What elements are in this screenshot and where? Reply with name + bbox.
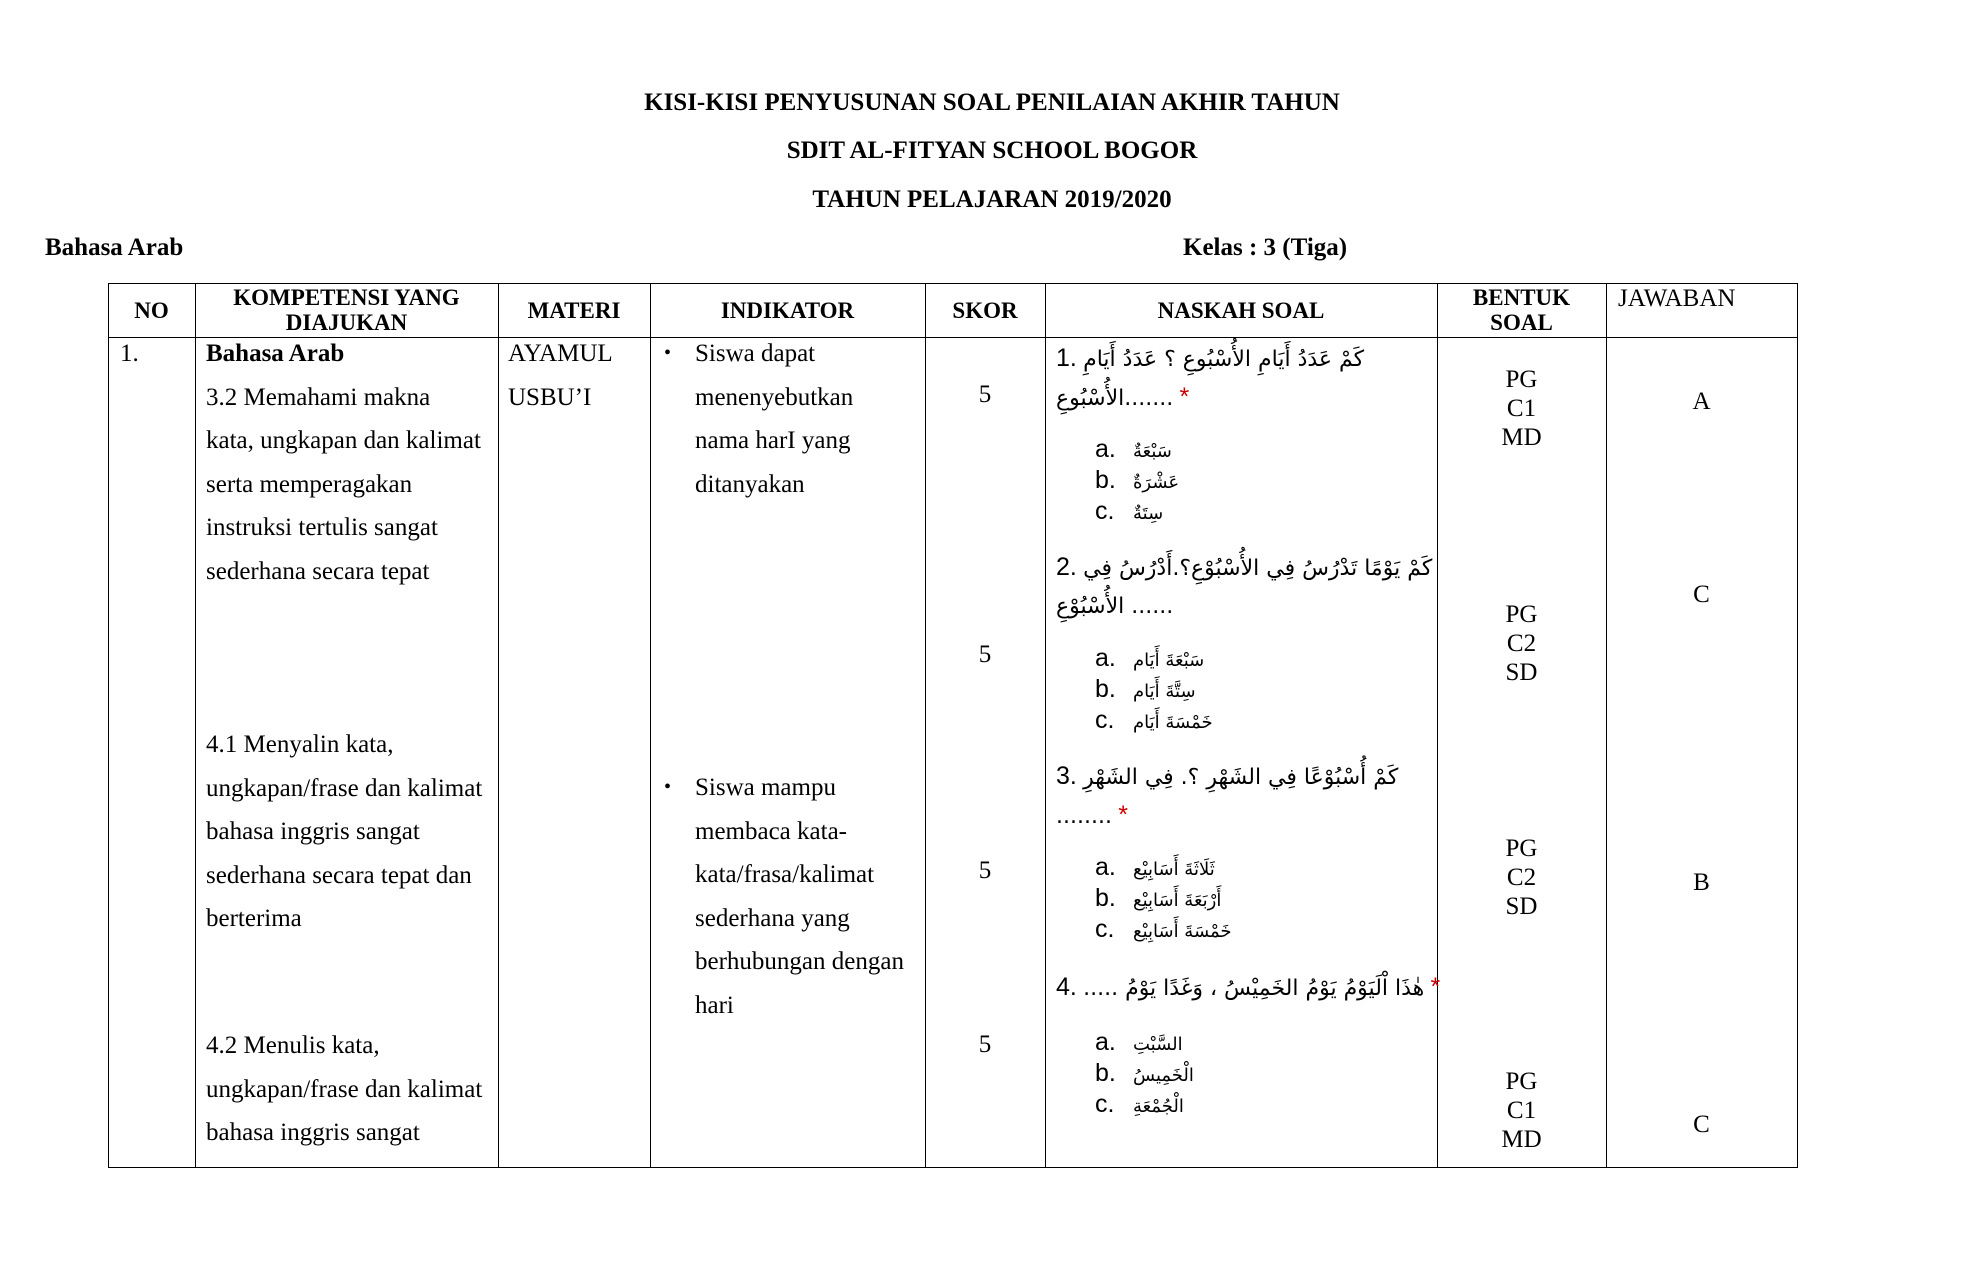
table-col-line xyxy=(1797,283,1798,1168)
question-2-option-b: b. سِتَّةَ أَيَام xyxy=(1095,675,1196,703)
subject-heading: Bahasa Arab xyxy=(206,340,345,367)
question-1-line1: 1. كَمْ عَدَدُ أَيَامِ الأُسْبُوعِ ؟ عَدَدُ أَيَامِ xyxy=(1056,344,1365,372)
question-2-line1: 2. كَمْ يَوْمًا تَدْرُسُ فِي الأُسْبُوْعِ؟.أَدْرُسُ فِي xyxy=(1056,553,1433,581)
question-1-option-a: a. سَبْعَةٌ xyxy=(1095,435,1172,463)
header-kompetensi: KOMPETENSI YANG DIAJUKAN xyxy=(233,285,460,335)
jawaban-q4: C xyxy=(1693,1111,1710,1138)
bentuk-q3: PG C2 SD xyxy=(1505,835,1538,920)
header-no: NO xyxy=(134,297,169,323)
jawaban-q1: A xyxy=(1692,388,1711,415)
question-4-option-a: a. السَّبْتِ xyxy=(1095,1028,1183,1056)
question-4-option-c: c. الْجُمْعَةِ xyxy=(1095,1090,1184,1118)
table-col-line xyxy=(195,283,196,1168)
skor-q4: 5 xyxy=(978,1031,992,1058)
question-3-option-b: b. أَرْبَعَةَ أَسَابِيْع xyxy=(1095,884,1222,912)
question-1-option-c: c. سِتَةٌ xyxy=(1095,497,1164,525)
question-3-line1: 3. كَمْ أُسْبُوْعًا فِي الشَهْرِ ؟. فِي الشَهْرِ xyxy=(1056,762,1399,790)
subject-label: Bahasa Arab xyxy=(45,234,184,261)
class-label: Kelas : 3 (Tiga) xyxy=(1183,234,1348,261)
bentuk-q4: PG C1 MD xyxy=(1501,1068,1542,1153)
bullet-icon: • xyxy=(664,342,672,364)
header-naskah-soal: NASKAH SOAL xyxy=(1157,297,1325,323)
header-skor: SKOR xyxy=(952,297,1018,323)
question-2-option-c: c. خَمْسَةَ أَيَام xyxy=(1095,706,1213,734)
question-2-option-a: a. سَبْعَةَ أَيَام xyxy=(1095,644,1205,672)
required-mark: * xyxy=(1118,801,1128,829)
required-mark: * xyxy=(1179,383,1190,411)
header-indikator: INDIKATOR xyxy=(720,297,855,323)
school-name: SDIT AL-FITYAN SCHOOL BOGOR xyxy=(786,137,1198,164)
skor-q3: 5 xyxy=(978,857,992,884)
skor-q1: 5 xyxy=(978,381,992,408)
materi-cell: AYAMUL USBU’I xyxy=(508,340,613,411)
table-col-line xyxy=(108,283,109,1168)
required-mark: * xyxy=(1430,973,1441,1001)
question-3-option-a: a. ثَلَاثَةَ أَسَابِيْع xyxy=(1095,853,1215,881)
row-number: 1. xyxy=(120,340,139,367)
table-col-line xyxy=(498,283,499,1168)
academic-year: TAHUN PELAJARAN 2019/2020 xyxy=(812,186,1172,213)
header-bentuk-soal: BENTUK SOAL xyxy=(1472,285,1571,335)
jawaban-q2: C xyxy=(1693,581,1710,608)
kompetensi-block-1: Bahasa Arab 3.2 Memahami makna kata, ungkapan dan kalimat serta memperagakan instruksi tertulis sangat sederhana secara tepat xyxy=(206,332,481,593)
question-2-line2: الأُسْبُوْعِ ...... xyxy=(1056,594,1174,619)
header-jawaban: JAWABAN xyxy=(1618,285,1736,312)
jawaban-q3: B xyxy=(1693,869,1710,896)
table-col-line xyxy=(650,283,651,1168)
question-1-line2: الأُسْبُوعِ....... * xyxy=(1056,383,1190,411)
header-materi: MATERI xyxy=(527,297,621,323)
bentuk-q1: PG C1 MD xyxy=(1501,366,1542,451)
table-col-line xyxy=(1045,283,1046,1168)
question-4-line1: 4. هٰذَا اْلَيَوْمُ يَوْمُ الخَمِيْسُ ، وَغَدًا يَوْمُ ..... * xyxy=(1056,973,1441,1001)
bentuk-q2: PG C2 SD xyxy=(1505,601,1538,686)
kompetensi-block-2: 4.1 Menyalin kata, ungkapan/frase dan kalimat bahasa inggris sangat sederhana secara tepat dan berterima xyxy=(206,731,483,932)
kompetensi-block-3: 4.2 Menulis kata, ungkapan/frase dan kalimat bahasa inggris sangat xyxy=(206,1032,483,1146)
question-3-option-c: c. خَمْسَةَ أَسَابِيْع xyxy=(1095,915,1232,943)
question-3-line2: ........ * xyxy=(1056,801,1128,829)
skor-q2: 5 xyxy=(978,641,992,668)
bullet-icon: • xyxy=(664,776,672,798)
document-title: KISI-KISI PENYUSUNAN SOAL PENILAIAN AKHIR TAHUN xyxy=(644,89,1340,116)
question-4-option-b: b. الْخَمِيسُ xyxy=(1095,1059,1194,1087)
table-border-bottom xyxy=(108,1167,1798,1168)
question-1-option-b: b. عَشْرَةٌ xyxy=(1095,466,1180,494)
